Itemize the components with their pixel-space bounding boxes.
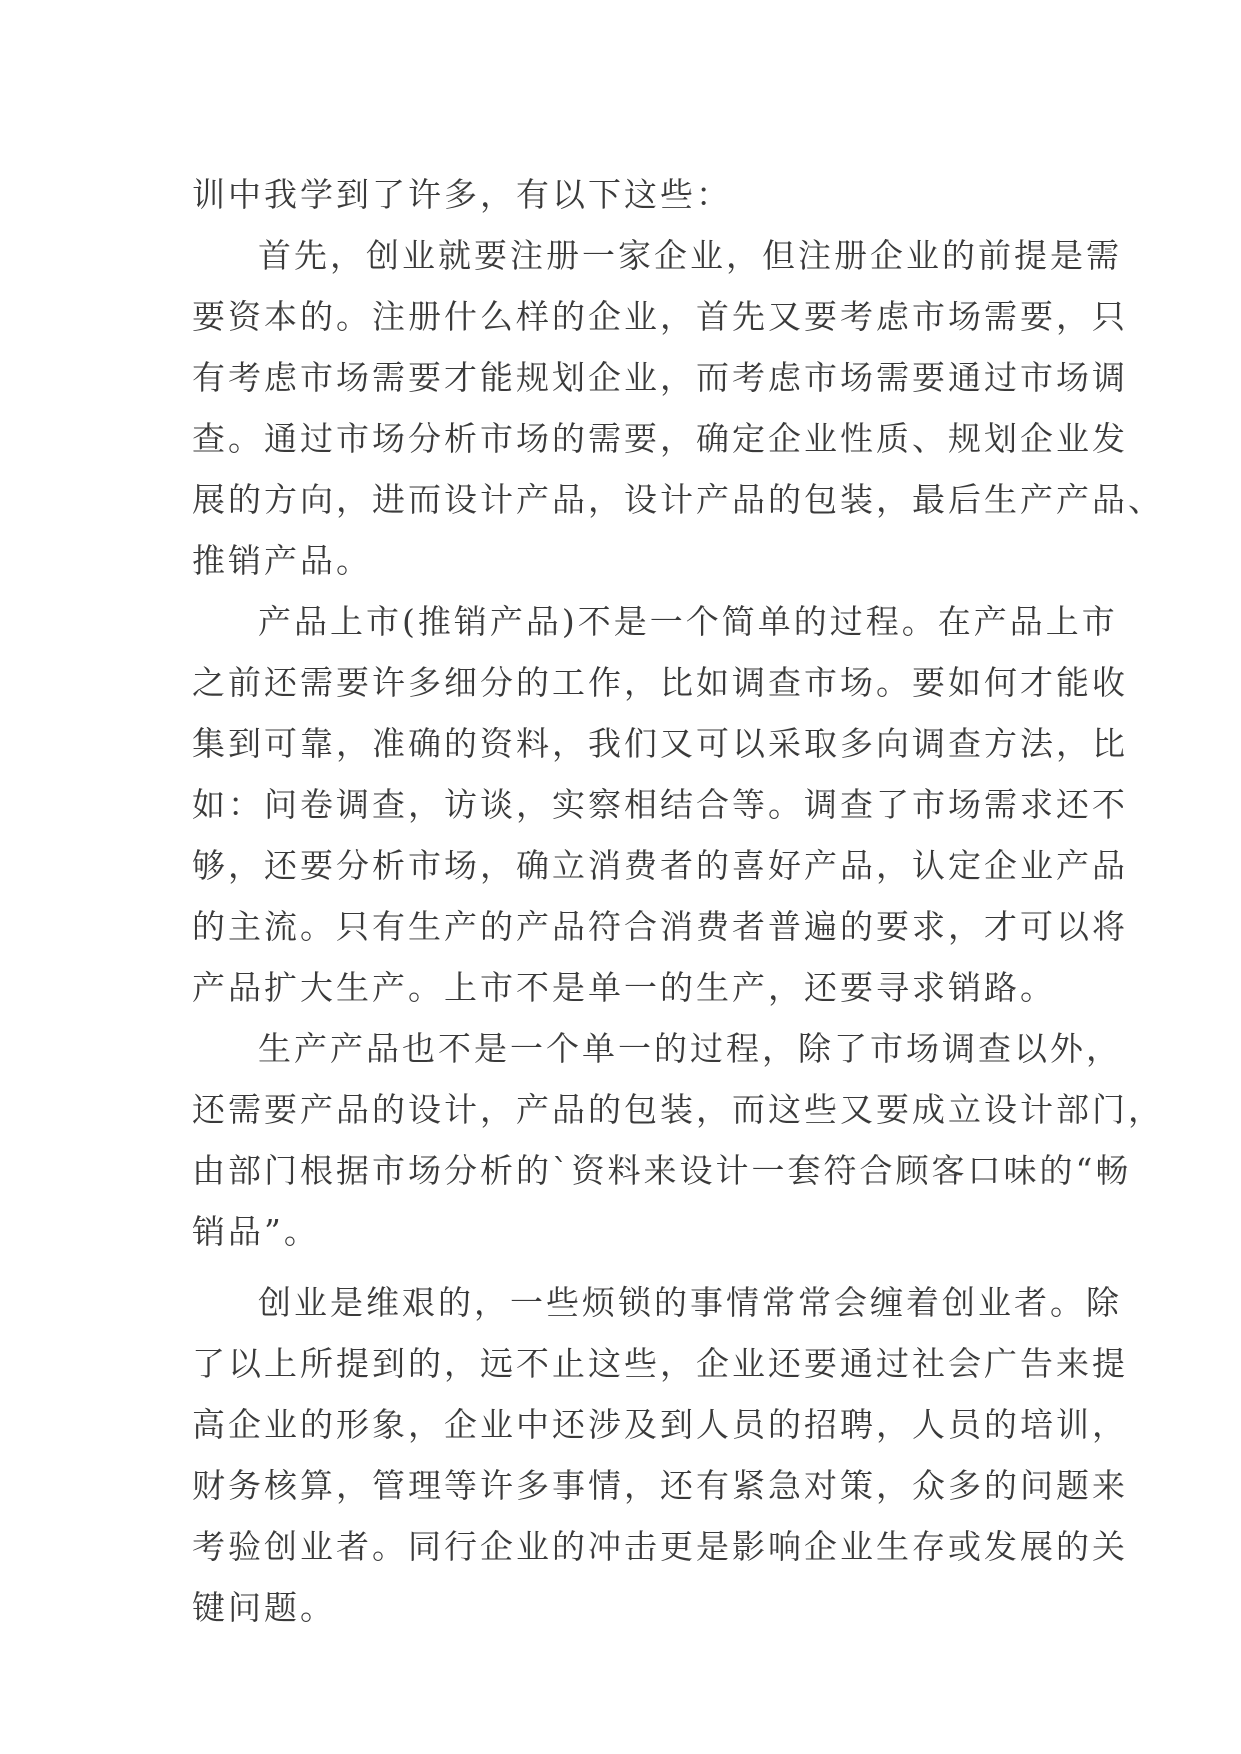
text-line: 集到可靠，准确的资料，我们又可以采取多向调查方法，比 bbox=[192, 724, 1128, 763]
text-line: 产品扩大生产。上市不是单一的生产，还要寻求销路。 bbox=[192, 968, 1056, 1007]
text-line: 有考虑市场需要才能规划企业，而考虑市场需要通过市场调 bbox=[192, 358, 1128, 397]
text-line: 生产产品也不是一个单一的过程，除了市场调查以外， bbox=[258, 1029, 1122, 1068]
text-line: 推销产品。 bbox=[192, 541, 372, 580]
text-line: 查。通过市场分析市场的需要，确定企业性质、规划企业发 bbox=[192, 419, 1128, 458]
text-line: 训中我学到了许多，有以下这些： bbox=[192, 175, 732, 214]
text-line: 要资本的。注册什么样的企业，首先又要考虑市场需要，只 bbox=[192, 297, 1128, 336]
text-line: 之前还需要许多细分的工作，比如调查市场。要如何才能收 bbox=[192, 663, 1128, 702]
text-line: 财务核算，管理等许多事情，还有紧急对策，众多的问题来 bbox=[192, 1466, 1128, 1505]
text-line: 销品”。 bbox=[192, 1212, 320, 1251]
text-line: 首先，创业就要注册一家企业，但注册企业的前提是需 bbox=[258, 236, 1122, 275]
text-line: 的主流。只有生产的产品符合消费者普遍的要求，才可以将 bbox=[192, 907, 1128, 946]
text-line: 由部门根据市场分析的`资料来设计一套符合顾客口味的“畅 bbox=[192, 1151, 1132, 1190]
text-line: 够，还要分析市场，确立消费者的喜好产品，认定企业产品 bbox=[192, 846, 1128, 885]
text-line: 键问题。 bbox=[192, 1588, 336, 1627]
text-line: 高企业的形象，企业中还涉及到人员的招聘，人员的培训， bbox=[192, 1405, 1128, 1444]
text-line: 如：问卷调查，访谈，实察相结合等。调查了市场需求还不 bbox=[192, 785, 1128, 824]
document-body bbox=[192, 164, 1164, 1638]
text-line: 展的方向，进而设计产品，设计产品的包装，最后生产产品、 bbox=[192, 480, 1164, 519]
text-line: 产品上市(推销产品)不是一个简单的过程。在产品上市 bbox=[258, 602, 1118, 641]
text-line: 考验创业者。同行企业的冲击更是影响企业生存或发展的关 bbox=[192, 1527, 1128, 1566]
text-line: 了以上所提到的，远不止这些，企业还要通过社会广告来提 bbox=[192, 1344, 1128, 1383]
text-line: 还需要产品的设计，产品的包装，而这些又要成立设计部门， bbox=[192, 1090, 1164, 1129]
text-line: 创业是维艰的，一些烦锁的事情常常会缠着创业者。除 bbox=[258, 1283, 1122, 1322]
